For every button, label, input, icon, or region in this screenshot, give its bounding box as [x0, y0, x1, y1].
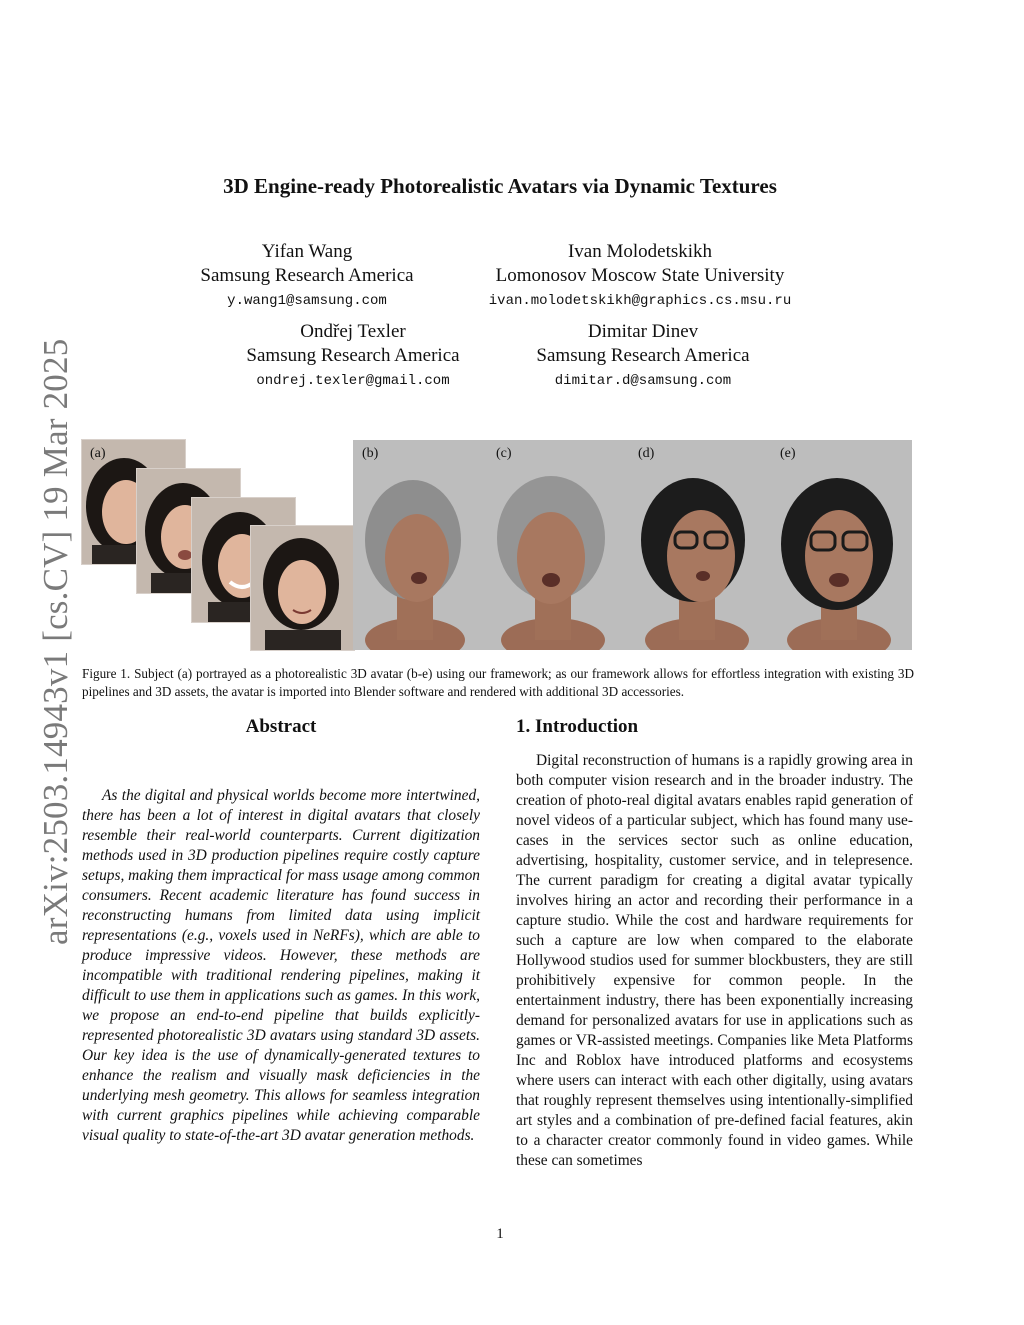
arxiv-identifier: arXiv:2503.14943v1 [cs.CV] 19 Mar 2025 — [36, 338, 75, 945]
author-block — [460, 240, 820, 313]
subject-photo — [251, 526, 354, 650]
author-email[interactable]: ivan.molodetskikh@graphics.cs.msu.ru — [488, 293, 792, 309]
page-number: 1 — [496, 1226, 504, 1242]
figure-1 — [82, 440, 912, 650]
author-affiliation: Lomonosov Moscow State University — [495, 265, 785, 286]
paper-title: 3D Engine-ready Photorealistic Avatars via Dynamic Textures — [223, 174, 777, 198]
author-email[interactable]: dimitar.d@samsung.com — [554, 373, 732, 389]
author-block — [157, 240, 457, 313]
author-email[interactable]: ondrej.texler@gmail.com — [256, 373, 450, 389]
figure-caption: Figure 1. Subject (a) portrayed as a photorealistic 3D avatar (b-e) using our framework; as our framework allows for effortless integration with existing 3D pipelines and 3D assets, the avatar is imported into Blender software and rendered with additional 3D accessories. — [82, 666, 914, 699]
author-block — [493, 320, 793, 393]
figure-label-e: (e) — [780, 446, 796, 461]
abstract-section — [82, 716, 480, 1146]
avatar-renders-illustration — [353, 440, 912, 650]
introduction-text: Digital reconstruction of humans is a rapidly growing area in both computer vision research and in the broader industry. The creation of photo-real digital avatars enables rapid generation of novel videos of a particular subject, which has found many use-cases in the services sector such as online education, advertising, hospitality, customer service, and in telepresence. The current paradigm for creating a digital avatar typically involves hiring an actor and recording their performance in a capture studio. While the cost and hardware requirements for such a capture are low when compared to the elaborate Hollywood studios used for summer blockbusters, they are still prohibitively expensive for common people. In the entertainment industry, there has been exponentially increasing demand for personalized avatars for use in applications such as games or VR-assisted meetings. Companies like Meta Platforms Inc and Roblox have introduced platforms and ecosystems where users can interact with each other digitally, using avatars that roughly represent themselves using intentionally-simplified art styles and a combination of pre-defined facial features, akin to a character creator commonly found in video games. While these can sometimes — [516, 752, 913, 1169]
introduction-heading: 1. Introduction — [516, 716, 639, 737]
figure-label-a: (a) — [90, 446, 106, 461]
author-name: Dimitar Dinev — [587, 321, 699, 342]
abstract-heading: Abstract — [245, 716, 317, 737]
avatar-renders-panel — [353, 440, 912, 650]
introduction-section — [516, 716, 913, 1171]
author-affiliation: Samsung Research America — [246, 345, 460, 366]
author-name: Ondřej Texler — [300, 321, 406, 342]
face-photo-illustration — [251, 526, 354, 650]
author-email[interactable]: y.wang1@samsung.com — [227, 293, 387, 309]
figure-label-b: (b) — [362, 446, 379, 461]
author-name: Yifan Wang — [261, 241, 353, 262]
author-affiliation: Samsung Research America — [200, 265, 414, 286]
author-name: Ivan Molodetskikh — [567, 241, 713, 262]
figure-label-d: (d) — [638, 446, 655, 461]
abstract-text: As the digital and physical worlds become more intertwined, there has been a lot of interest in digital avatars that closely resemble their real-world counterparts. Current digitization methods used in 3D production pipelines require costly capture setups, making them impractical for mass usage among common consumers. Recent academic literature has found success in reconstructing humans from limited data using implicit representations (e.g., voxels used in NeRFs), which are able to produce impressive videos. However, these methods are incompatible with traditional rendering pipelines, making it difficult to use them in applications such as games. In this work, we propose an end-to-end pipeline that builds explicitly-represented photorealistic 3D avatars using standard 3D assets. Our key idea is the use of dynamically-generated textures to enhance the realism and visually mask deficiencies in the underlying mesh geometry. This allows for seamless integration with current graphics pipelines while achieving comparable visual quality to state-of-the-art 3D avatar generation methods. — [82, 787, 480, 1144]
author-block — [203, 320, 503, 393]
figure-label-c: (c) — [496, 446, 512, 461]
author-affiliation: Samsung Research America — [536, 345, 750, 366]
